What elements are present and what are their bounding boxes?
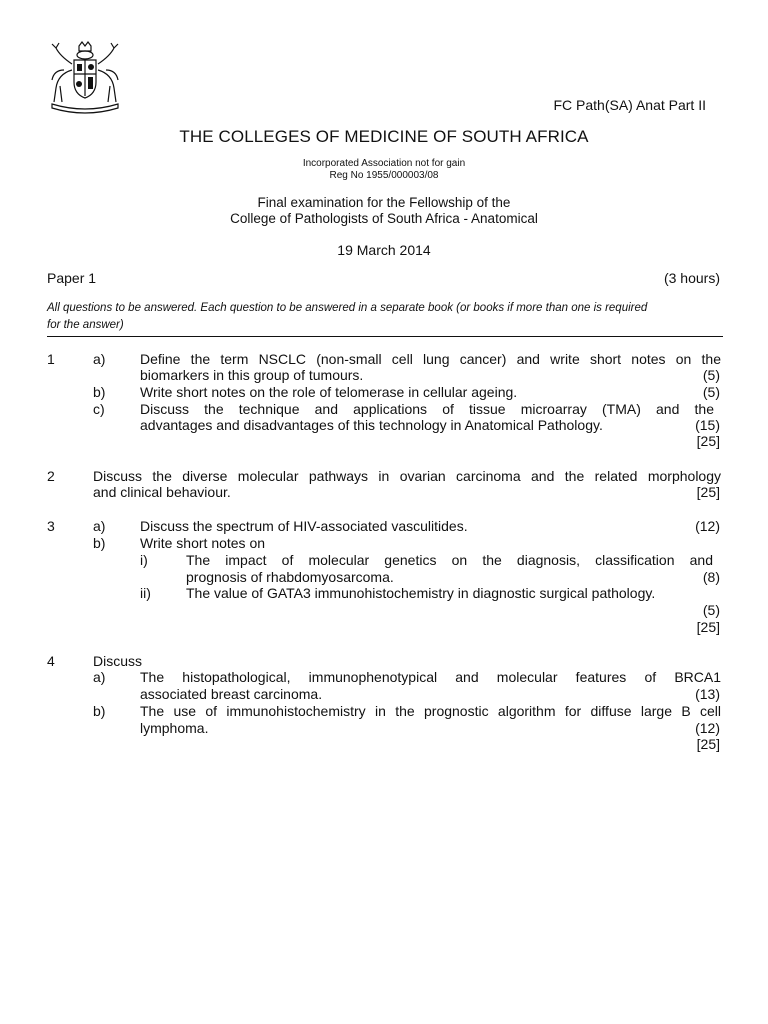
question-2-line1: Discuss the diverse molecular pathways in ovarian carcinoma and the related morphology — [93, 468, 721, 484]
duration-label: (3 hours) — [663, 270, 720, 286]
question-3a-label: a) — [93, 518, 106, 534]
question-1b-marks: (5) — [702, 384, 720, 400]
question-2-line2: and clinical behaviour. — [93, 484, 231, 500]
question-3b-line1: Write short notes on — [140, 535, 266, 551]
question-1c-marks: (15) — [695, 417, 720, 433]
document-title: THE COLLEGES OF MEDICINE OF SOUTH AFRICA — [179, 127, 589, 146]
question-3bi-line2: prognosis of rhabdomyosarcoma. — [186, 569, 394, 585]
question-1a-marks: (5) — [702, 367, 720, 383]
question-4b-line2: lymphoma. — [140, 720, 209, 736]
question-3bii-label: ii) — [140, 585, 151, 601]
question-4a-line2: associated breast carcinoma. — [140, 686, 323, 702]
question-3-total: [25] — [696, 619, 720, 635]
question-4-total: [25] — [696, 736, 720, 752]
question-4a-line1: The histopathological, immunophenotypical and molecular features of BRCA1 — [140, 669, 721, 685]
question-4-number: 4 — [47, 653, 55, 669]
course-reference: FC Path(SA) Anat Part II — [553, 97, 706, 113]
question-4b-marks: (12) — [695, 720, 720, 736]
exam-title-line2: College of Pathologists of South Africa - Anatomical — [230, 211, 538, 226]
question-1a-label: a) — [93, 351, 106, 367]
association-note: Incorporated Association not for gain — [302, 158, 466, 169]
paper-label: Paper 1 — [47, 270, 97, 286]
exam-title-line1: Final examination for the Fellowship of the — [257, 195, 511, 210]
question-3-number: 3 — [47, 518, 55, 534]
question-4b-label: b) — [93, 703, 106, 719]
question-3bi-line1: The impact of molecular genetics on the diagnosis, classification and — [186, 552, 713, 568]
question-1b-label: b) — [93, 384, 106, 400]
question-4b-line1: The use of immunohistochemistry in the prognostic algorithm for diffuse large B cell — [140, 703, 721, 719]
instructions-line1: All questions to be answered. Each question to be answered in a separate book (or books if more than one is required — [47, 302, 648, 314]
question-4-intro: Discuss — [93, 653, 143, 669]
question-3bii-line1: The value of GATA3 immunohistochemistry in diagnostic surgical pathology. — [186, 585, 656, 601]
registration-number: Reg No 1955/000003/08 — [329, 170, 439, 181]
question-3bii-marks: (5) — [702, 602, 720, 618]
header-divider — [47, 336, 723, 337]
question-1c-line2: advantages and disadvantages of this technology in Anatomical Pathology. — [140, 417, 603, 433]
question-1c-label: c) — [93, 401, 105, 417]
question-3b-label: b) — [93, 535, 106, 551]
question-3a-line1: Discuss the spectrum of HIV-associated vasculitides. — [140, 518, 468, 534]
question-3a-marks: (12) — [695, 518, 720, 534]
question-1-number: 1 — [47, 351, 55, 367]
question-1b-line1: Write short notes on the role of telomerase in cellular ageing. — [140, 384, 518, 400]
question-2-number: 2 — [47, 468, 55, 484]
exam-date: 19 March 2014 — [337, 242, 431, 258]
question-4a-marks: (13) — [695, 686, 720, 702]
question-3bi-label: i) — [140, 552, 148, 568]
question-1a-line2: biomarkers in this group of tumours. — [140, 367, 364, 383]
question-1a-line1: Define the term NSCLC (non-small cell lung cancer) and write short notes on the — [140, 351, 721, 367]
instructions — [47, 300, 727, 334]
question-4a-label: a) — [93, 669, 106, 685]
instructions-line2: for the answer) — [47, 319, 124, 331]
question-1c-line1: Discuss the technique and applications of tissue microarray (TMA) and the — [140, 401, 714, 417]
question-2-total: [25] — [696, 484, 720, 500]
college-crest-icon — [46, 40, 124, 114]
question-1-total: [25] — [696, 433, 720, 449]
question-3bi-marks: (8) — [702, 569, 720, 585]
